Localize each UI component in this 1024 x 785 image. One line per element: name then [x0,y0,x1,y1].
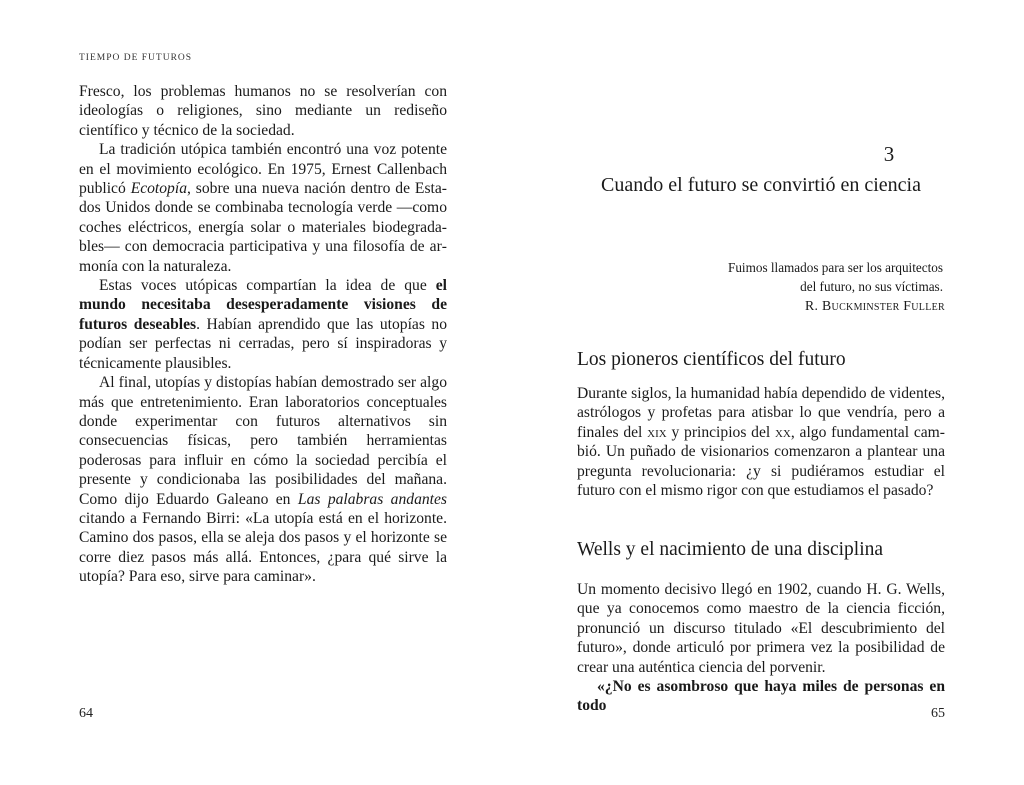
text-run: Al final, utopías y distopías habían demostrado ser algo más que entretenimiento. Eran laboratorios conceptuales donde experimentar con futuros alternativos sin consecuencias físicas, pero también herramientas poderosas para influir en cómo la sociedad percibía el presente y condicionaba las posibilidades del mañana. Como dijo Eduardo Galeano en [79,374,447,508]
section-heading-wells: Wells y el nacimiento de una disciplina [577,539,884,560]
paragraph [577,677,945,716]
text-run: , algo fundamental cambió. Un puñado de visionarios comenzaron a plantear una pregunta revolucionaria: ¿y si pudiéramos estudiar el futuro con el mismo rigor con que estudiamos el pasado? [577,423,945,500]
section-body-wells [577,580,945,716]
text-run: Un momento decisivo llegó en 1902, cuando H. G. Wells, que ya conocemos como maestro de la ciencia ficción, pronunció un discurso titulado «El descubrimiento del futuro», donde articuló por primera vez la posibilidad de crear una auténtica ciencia del porvenir. [577,581,945,676]
page-number-right: 65 [931,706,945,721]
paragraph [79,276,447,373]
text-run: xix [647,423,667,441]
paragraph [79,140,447,276]
bold-text: «¿No es asombroso que haya miles de personas en todo [577,678,945,715]
paragraph [79,82,447,140]
text-run: y principios del [666,423,775,441]
paragraph [79,373,447,586]
epigraph [577,258,945,315]
running-head: TIEMPO DE FUTUROS [79,53,193,63]
epigraph-author: R. Buckminster Fuller [805,298,945,313]
italic-text: Ecotopía [130,180,187,198]
text-run: Fresco, los problemas humanos no se resolverían con ideologías o religiones, sino mediante un rediseño científico y técnico de la sociedad. [79,83,447,139]
italic-text: Las palabras andantes [297,490,447,508]
text-run: Durante siglos, la humanidad había dependido de videntes, astrólogos y profetas para atisbar lo que vendría, pero a finales del [577,385,945,441]
bold-text: el mundo necesitaba desesperadamente visiones de futuros deseables [79,277,447,333]
text-run: citando a Fernando Birri: «La utopía está en el horizonte. Camino dos pasos, ella se aleja dos pasos y el horizonte se corre diez pasos más allá. Entonces, ¿para qué sirve la utopía? Para eso, sirve para caminar». [79,509,447,586]
chapter-number-text: 3 [883,142,895,166]
section-body-pioneers [577,384,945,500]
section-heading-pioneers: Los pioneros científicos del futuro [577,349,846,370]
left-body-text [79,82,447,587]
chapter-number [512,144,1024,165]
right-page [512,0,1024,785]
text-run: , sobre una nueva nación dentro de Estados Unidos donde se combinaba tecnología verde —como coches eléctricos, energía solar o materiales biodegradables— con democracia participativa y una filosofía de armonía con la naturaleza. [79,180,447,275]
text-run: La tradición utópica también encontró una voz potente en el movimiento ecológico. En 1975, Ernest Callenbach publicó [79,141,447,198]
page-number-left: 64 [79,706,93,721]
chapter-title: Cuando el futuro se convirtió en ciencia [601,174,921,196]
epigraph-line-2: del futuro, no sus víctimas. [800,279,943,294]
text-run: Estas voces utópicas compartían la idea de que [99,277,436,295]
epigraph-line-1: Fuimos llamados para ser los arquitectos [728,260,943,275]
paragraph [577,580,945,677]
text-run: . Habían aprendido que las utopías no podían ser perfectas ni cerradas, pero sí inspiradoras y técnicamente plausibles. [79,315,447,372]
paragraph [577,384,945,500]
text-run: xx [774,423,791,441]
